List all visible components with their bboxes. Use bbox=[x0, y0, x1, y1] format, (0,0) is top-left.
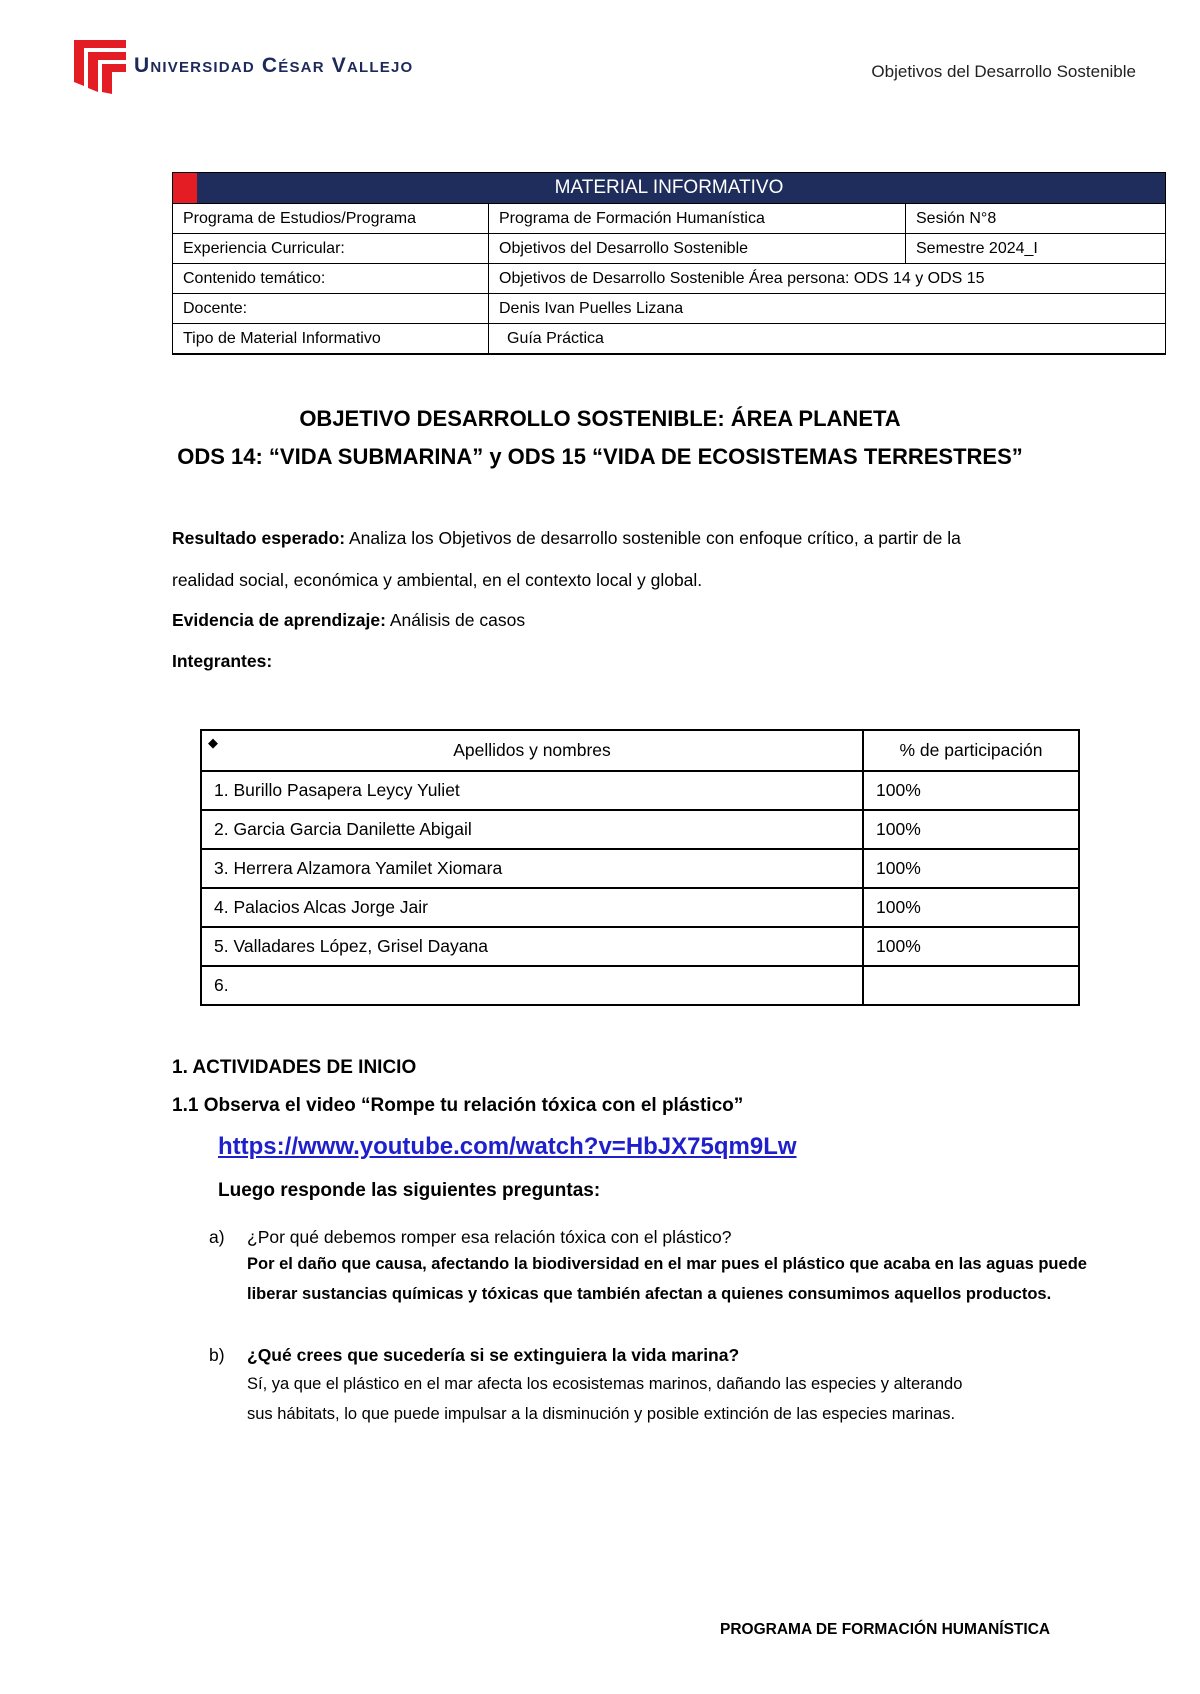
info-table-heading: MATERIAL INFORMATIVO bbox=[173, 173, 1166, 204]
instructions-label: Luego responde las siguientes preguntas: bbox=[218, 1180, 601, 1201]
document-title: OBJETIVO DESARROLLO SOSTENIBLE: ÁREA PLANETA bbox=[299, 406, 901, 431]
member-name: 5. Valladares López, Grisel Dayana bbox=[201, 927, 863, 966]
info-label-contenido: Contenido temático: bbox=[173, 264, 489, 294]
resultado-line-2: realidad social, económica y ambiental, en el contexto local y global. bbox=[172, 570, 703, 590]
members-header-name: ◆ Apellidos y nombres bbox=[201, 730, 863, 771]
info-table bbox=[172, 172, 1166, 355]
ucv-shield-icon bbox=[74, 38, 126, 94]
member-name: 3. Herrera Alzamora Yamilet Xiomara bbox=[201, 849, 863, 888]
members-table bbox=[200, 729, 1080, 1006]
member-pct: 100% bbox=[863, 849, 1079, 888]
video-link[interactable]: https://www.youtube.com/watch?v=HbJX75qm9Lw bbox=[218, 1133, 797, 1160]
member-name: 6. bbox=[201, 966, 863, 1005]
question-a: ¿Por qué debemos romper esa relación tóxica con el plástico? bbox=[247, 1227, 732, 1247]
info-label-programa: Programa de Estudios/Programa bbox=[173, 204, 489, 234]
header-course-title: Objetivos del Desarrollo Sostenible bbox=[871, 62, 1136, 81]
answer-b-line-1: Sí, ya que el plástico en el mar afecta los ecosistemas marinos, dañando las especies y alterando bbox=[247, 1375, 963, 1393]
table-row bbox=[201, 927, 1079, 966]
table-row bbox=[201, 966, 1079, 1005]
answer-a-line-1: Por el daño que causa, afectando la biodiversidad en el mar pues el plástico que acaba en las aguas puede bbox=[247, 1255, 1087, 1273]
section-heading: 1. ACTIVIDADES DE INICIO bbox=[172, 1057, 417, 1078]
subsection-heading: 1.1 Observa el video “Rompe tu relación tóxica con el plástico” bbox=[172, 1095, 744, 1116]
info-value-semestre: Semestre 2024_I bbox=[906, 234, 1166, 264]
diamond-icon: ◆ bbox=[208, 735, 218, 750]
question-b-letter: b) bbox=[209, 1345, 225, 1365]
members-header-pct: % de participación bbox=[863, 730, 1079, 771]
heading-red-accent bbox=[173, 173, 197, 203]
member-name: 1. Burillo Pasapera Leycy Yuliet bbox=[201, 771, 863, 810]
university-name: Universidad César Vallejo bbox=[134, 54, 414, 77]
integrantes-label: Integrantes: bbox=[172, 651, 273, 671]
evidencia-label: Evidencia de aprendizaje: bbox=[172, 610, 386, 630]
member-pct: 100% bbox=[863, 771, 1079, 810]
table-row bbox=[201, 849, 1079, 888]
question-b: ¿Qué crees que sucedería si se extinguiera la vida marina? bbox=[247, 1345, 740, 1365]
evidencia-line: Evidencia de aprendizaje: Análisis de casos bbox=[172, 610, 526, 630]
info-label-docente: Docente: bbox=[173, 294, 489, 324]
document-subtitle: ODS 14: “VIDA SUBMARINA” y ODS 15 “VIDA DE ECOSISTEMAS TERRESTRES” bbox=[177, 444, 1023, 469]
info-value-programa: Programa de Formación Humanística bbox=[489, 204, 906, 234]
resultado-line-1: Resultado esperado: Analiza los Objetivos de desarrollo sostenible con enfoque crítico, a partir de la bbox=[172, 528, 961, 548]
table-row bbox=[201, 810, 1079, 849]
member-pct: 100% bbox=[863, 927, 1079, 966]
member-pct: 100% bbox=[863, 810, 1079, 849]
question-a-letter: a) bbox=[209, 1227, 225, 1247]
info-value-sesion: Sesión N°8 bbox=[906, 204, 1166, 234]
footer-program: PROGRAMA DE FORMACIÓN HUMANÍSTICA bbox=[720, 1621, 1051, 1638]
info-label-experiencia: Experiencia Curricular: bbox=[173, 234, 489, 264]
info-value-docente: Denis Ivan Puelles Lizana bbox=[489, 294, 1166, 324]
info-value-tipo: Guía Práctica bbox=[489, 324, 1166, 355]
table-row bbox=[201, 771, 1079, 810]
info-value-contenido: Objetivos de Desarrollo Sostenible Área persona: ODS 14 y ODS 15 bbox=[489, 264, 1166, 294]
university-logo bbox=[74, 38, 524, 94]
answer-b-line-2: sus hábitats, lo que puede impulsar a la disminución y posible extinción de las especies marinas. bbox=[247, 1405, 956, 1423]
member-name: 2. Garcia Garcia Danilette Abigail bbox=[201, 810, 863, 849]
member-pct: 100% bbox=[863, 888, 1079, 927]
resultado-label: Resultado esperado: bbox=[172, 528, 346, 548]
answer-a-line-2: liberar sustancias químicas y tóxicas que también afectan a quienes consumimos aquellos productos. bbox=[247, 1285, 1052, 1303]
member-pct bbox=[863, 966, 1079, 1005]
info-label-tipo: Tipo de Material Informativo bbox=[173, 324, 489, 355]
info-value-experiencia: Objetivos del Desarrollo Sostenible bbox=[489, 234, 906, 264]
member-name: 4. Palacios Alcas Jorge Jair bbox=[201, 888, 863, 927]
table-row bbox=[201, 888, 1079, 927]
